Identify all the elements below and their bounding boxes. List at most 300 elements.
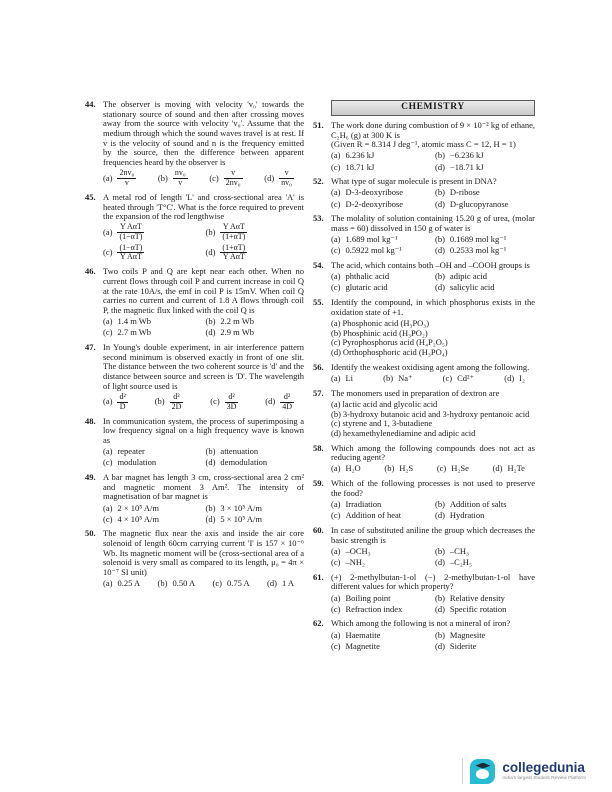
footer-divider xyxy=(462,758,463,784)
option-label: (d) xyxy=(435,556,445,567)
options-group xyxy=(331,235,535,256)
option xyxy=(384,464,413,474)
option-text: –NH₂ xyxy=(345,556,365,567)
options-group xyxy=(331,594,535,615)
option-text: 3 × 10⁵ A/m xyxy=(220,502,262,513)
question-content xyxy=(103,267,304,338)
fraction xyxy=(117,169,136,188)
fraction-numerator: (1−αT) xyxy=(119,242,143,252)
option-text: phthalic acid xyxy=(345,271,390,282)
option-text: Magnesite xyxy=(449,629,486,640)
option-text: repeater xyxy=(117,446,145,457)
question-content xyxy=(103,193,304,262)
question-text: A bar magnet has length 3 cm, cross-sectional area 2 cm² and magnetic moment 3 Am². The intensity of magnetisation of bar magnet is xyxy=(103,471,304,502)
option-text: 18.71 kJ xyxy=(345,161,375,172)
fraction-numerator: Y AαT xyxy=(117,223,144,233)
option-text: 0.2533 mol kg⁻¹ xyxy=(449,245,507,256)
question xyxy=(313,298,535,358)
option-label: (c) xyxy=(209,172,219,183)
option-label: (c) xyxy=(331,556,341,567)
option-label: (c) xyxy=(331,640,341,651)
question xyxy=(313,573,535,615)
option xyxy=(435,500,535,510)
question-content xyxy=(103,473,304,524)
fraction-denominator: nv₀ xyxy=(281,178,292,188)
option-label: (a) xyxy=(331,372,341,383)
fraction xyxy=(117,244,144,263)
option-label: (b) xyxy=(435,271,445,282)
option xyxy=(206,244,305,263)
question-content xyxy=(103,100,304,188)
question xyxy=(313,619,535,651)
option xyxy=(435,283,535,293)
fraction xyxy=(170,393,184,412)
question-number: 48. xyxy=(85,415,96,426)
options-group xyxy=(331,188,535,209)
question-number: 46. xyxy=(85,266,96,277)
option-text: H₂S xyxy=(399,463,414,474)
option xyxy=(331,500,431,510)
question-content xyxy=(331,363,535,384)
option-text: 0.75 A xyxy=(226,578,250,589)
option xyxy=(435,235,535,245)
option-label: (b) xyxy=(154,396,165,407)
option-text: D-glucopyranose xyxy=(449,198,509,209)
options-group xyxy=(103,169,304,188)
fraction-denominator: 3D xyxy=(226,401,237,411)
option-text: demodulation xyxy=(220,457,268,468)
option xyxy=(210,393,238,412)
question-number: 59. xyxy=(313,478,324,489)
option-text: –C₂H₅ xyxy=(449,556,472,567)
question-text: (+) 2-methylbutan-1-ol (−) 2-methylbutan-1-ol have different values for which property? xyxy=(331,571,535,592)
fraction-denominator: D xyxy=(119,401,126,411)
question-text: (Given R = 8.314 J deg⁻¹, atomic mass C = 12, H = 1) xyxy=(331,139,516,150)
option-label: (d) xyxy=(267,578,277,589)
option xyxy=(206,515,305,525)
option-label: (d) xyxy=(265,396,276,407)
option xyxy=(158,579,196,589)
question-content xyxy=(331,573,535,615)
option-text: Addition of salts xyxy=(449,499,507,510)
option-label: (a) xyxy=(331,463,341,474)
option-label: (d) xyxy=(435,198,445,209)
option-text: hexamethylenediamine and adipic acid xyxy=(342,427,476,438)
options-group xyxy=(331,400,535,439)
question-text: In communication system, the process of superimposing a low frequency signal on a high frequency wave is known as xyxy=(103,415,304,445)
fraction-numerator: v xyxy=(224,169,243,179)
brand-tagline: India's largest Student Review Platform xyxy=(502,776,586,782)
option-label: (a) xyxy=(331,629,341,640)
option-label: (c) xyxy=(210,396,220,407)
question-number: 62. xyxy=(313,618,324,629)
option xyxy=(331,151,431,161)
chemistry-questions xyxy=(313,121,535,652)
option-label: (a) xyxy=(331,187,341,198)
option xyxy=(206,458,305,468)
option-label: (c) xyxy=(103,457,113,468)
option xyxy=(331,235,431,245)
option-text: Refraction index xyxy=(345,603,403,614)
question-content xyxy=(331,214,535,256)
option xyxy=(331,594,431,604)
fraction-denominator: (1+αT) xyxy=(222,232,246,242)
fraction-denominator: (1−αT) xyxy=(119,232,143,242)
option xyxy=(331,283,431,293)
option xyxy=(103,244,202,263)
option-text: Haematite xyxy=(345,629,381,640)
options-group xyxy=(103,504,304,525)
question-text: Identify the weakest oxidising agent among the following. xyxy=(331,361,530,372)
option-label: (c) xyxy=(331,161,341,172)
fraction-numerator: v xyxy=(279,169,294,179)
option-text: 1.689 mol kg⁻¹ xyxy=(345,234,398,245)
fraction-numerator: 2nv₀ xyxy=(119,168,135,178)
question xyxy=(313,121,535,172)
options-group xyxy=(331,547,535,568)
option-label: (b) xyxy=(157,578,168,589)
option-text: 0.5922 mol kg⁻¹ xyxy=(345,245,402,256)
option-text: 0.25 A xyxy=(117,578,141,589)
question-number: 47. xyxy=(85,341,96,352)
option-label: (b) xyxy=(435,234,445,245)
question-content xyxy=(103,417,304,468)
option xyxy=(437,464,469,474)
option-label: (d) xyxy=(205,513,216,524)
option-label: (a) xyxy=(103,578,113,589)
option xyxy=(103,317,202,327)
question-number: 54. xyxy=(313,260,324,271)
question-number: 53. xyxy=(313,213,324,224)
option-label: (b) xyxy=(331,327,341,338)
chemistry-section-header: CHEMISTRY xyxy=(331,100,535,116)
option-text: salicylic acid xyxy=(449,282,495,293)
option xyxy=(331,547,431,557)
question-text: The observer is moving with velocity 'v₀' towards the stationary source of sound and then after crossing moves away from the source with velocity 'v₀'. Assume that the medium through which the sound waves travel is at rest. If v is the velocity of sound and n is the frequency emitted by the source, then the difference between apparent frequencies heard by the observer is xyxy=(103,99,304,168)
question-content xyxy=(103,529,304,589)
option-label: (b) xyxy=(205,446,216,457)
option-label: (c) xyxy=(103,247,113,258)
option-text: 2 × 10⁵ A/m xyxy=(117,502,159,513)
option-label: (d) xyxy=(435,603,445,614)
option-text: modulation xyxy=(117,457,157,468)
fraction-numerator: (1+αT) xyxy=(222,242,246,252)
option-text: Li xyxy=(345,372,353,383)
option-text: attenuation xyxy=(220,446,259,457)
question-text: In case of substituted aniline the group which decreases the basic strength is xyxy=(331,524,535,545)
fraction-denominator: Y AαT xyxy=(222,252,245,262)
option xyxy=(435,605,535,615)
option-label: (c) xyxy=(331,282,341,293)
option-text: H₂Se xyxy=(451,463,469,474)
question-text: Which of the following processes is not used to preserve the food? xyxy=(331,478,535,498)
question-number: 58. xyxy=(313,442,324,453)
option xyxy=(155,393,184,412)
options-group xyxy=(103,317,304,338)
option-label: (a) xyxy=(331,234,341,245)
fraction-denominator: Y AαT xyxy=(119,252,142,262)
option-text: Boiling point xyxy=(345,592,391,603)
option xyxy=(435,163,535,173)
option xyxy=(158,169,188,188)
options-group xyxy=(103,393,304,412)
question-text: What type of sugar molecule is present in DNA? xyxy=(331,176,497,187)
option-text: 4 × 10⁵ A/m xyxy=(117,513,159,524)
option-text: Relative density xyxy=(449,592,505,603)
option-text: −6.236 kJ xyxy=(449,150,484,161)
option-text: Magnetite xyxy=(345,640,380,651)
question-content xyxy=(103,343,304,412)
fraction-denominator: 4D xyxy=(282,401,292,411)
option xyxy=(206,504,305,514)
option xyxy=(331,374,353,384)
option-label: (c) xyxy=(331,245,341,256)
option-label: (a) xyxy=(331,318,341,329)
option xyxy=(331,188,431,198)
option-label: (c) xyxy=(212,578,222,589)
option-label: (d) xyxy=(435,640,445,651)
option-text: 1.4 m Wb xyxy=(117,316,152,327)
fraction xyxy=(280,393,294,412)
fraction-numerator: d² xyxy=(225,393,239,403)
question xyxy=(85,417,304,468)
question xyxy=(85,267,304,338)
question xyxy=(85,193,304,262)
option xyxy=(435,272,535,282)
option-label: (c) xyxy=(103,327,113,338)
question xyxy=(85,343,304,412)
option-label: (d) xyxy=(264,172,275,183)
question-number: 45. xyxy=(85,191,96,202)
fraction xyxy=(224,169,243,188)
option-label: (c) xyxy=(103,513,113,524)
option-label: (b) xyxy=(331,408,341,419)
left-column xyxy=(85,100,304,594)
right-column xyxy=(313,100,535,656)
option xyxy=(331,511,431,521)
option-label: (a) xyxy=(331,545,341,556)
fraction xyxy=(220,223,247,242)
option-text: 5 × 10⁵ A/m xyxy=(220,513,262,524)
question-content xyxy=(331,298,535,358)
option-text: 0.1689 mol kg⁻¹ xyxy=(449,234,507,245)
question-content xyxy=(331,177,535,209)
option-label: (b) xyxy=(435,499,445,510)
option-label: (b) xyxy=(205,316,216,327)
option xyxy=(103,515,202,525)
option-label: (d) xyxy=(435,510,445,521)
option-label: (a) xyxy=(103,172,113,183)
option-label: (a) xyxy=(103,446,113,457)
option-text: I₂ xyxy=(519,372,525,383)
option-label: (c) xyxy=(436,463,447,474)
option-label: (a) xyxy=(103,226,113,237)
question-number: 61. xyxy=(313,571,324,582)
option-label: (b) xyxy=(435,629,445,640)
question-number: 44. xyxy=(85,99,96,109)
option-text: adipic acid xyxy=(449,271,487,282)
logo-text-block xyxy=(502,761,586,781)
question-text: The molality of solution containing 15.20 g of urea, (molar mass = 60) dissolved in 150 g of water is xyxy=(331,213,535,234)
option-text: 2.9 m Wb xyxy=(220,327,255,338)
question xyxy=(313,261,535,293)
question-text: In Young's double experiment, in air interference pattern second minimum is observed exactly in front of one slit. The distance between the two coherent source is 'd' and the distance between source and screen is 'D'. The wavelength of light source used is xyxy=(103,341,304,391)
option-text: 2.2 m Wb xyxy=(220,316,255,327)
option-text: –CH₃ xyxy=(449,545,469,556)
options-group xyxy=(331,272,535,293)
option-text: 0.50 A xyxy=(172,578,196,589)
question-number: 52. xyxy=(313,176,324,187)
fraction-denominator: 2D xyxy=(171,401,182,411)
option-text: H₂O xyxy=(345,463,361,474)
options-group xyxy=(331,374,535,384)
option xyxy=(264,169,294,188)
brand-name: collegedunia xyxy=(502,759,585,775)
option-label: (d) xyxy=(504,372,515,383)
option-label: (b) xyxy=(435,592,445,603)
option-text: styrene and 1, 3-butadiene xyxy=(342,418,433,429)
fraction-denominator: v xyxy=(124,178,129,188)
question xyxy=(313,214,535,256)
option-label: (d) xyxy=(205,457,216,468)
option-label: (b) xyxy=(205,502,216,513)
question-text: A metal rod of length 'L' and cross-sectional area 'A' is heated through 'T°C'. What is the force required to prevent the expansion of the rod lengthwise xyxy=(103,191,304,222)
question-number: 49. xyxy=(85,471,96,482)
option-text: –OCH₃ xyxy=(345,545,371,556)
option-text: H₂Te xyxy=(507,463,525,474)
graduation-cap-icon xyxy=(475,763,490,769)
question xyxy=(85,473,304,524)
option-text: 6.236 kJ xyxy=(345,150,375,161)
option xyxy=(103,328,202,338)
option-text: Orthophosphoric acid (H₃PO₄) xyxy=(342,347,448,358)
option xyxy=(103,504,202,514)
options-group xyxy=(331,500,535,521)
option xyxy=(265,393,294,412)
fraction-denominator: 2nv₀ xyxy=(225,178,241,188)
option-text: Phosphonic acid (H₃PO₃) xyxy=(342,318,430,329)
option xyxy=(435,594,535,604)
option-text: 2.7 m Wb xyxy=(117,327,152,338)
fraction-numerator: nv₀ xyxy=(174,168,186,178)
option xyxy=(383,374,412,384)
question-content xyxy=(331,389,535,439)
option xyxy=(331,272,431,282)
option-label: (b) xyxy=(435,150,445,161)
option xyxy=(267,579,294,589)
option xyxy=(504,374,525,384)
option xyxy=(435,547,535,557)
question-number: 60. xyxy=(313,524,324,535)
question-number: 56. xyxy=(313,361,324,372)
question xyxy=(85,529,304,589)
mascot-face-icon xyxy=(476,769,489,779)
option-label: (a) xyxy=(103,502,113,513)
question-content xyxy=(331,619,535,651)
question-number: 57. xyxy=(313,387,324,398)
option-text: Cd²⁺ xyxy=(457,372,475,383)
option xyxy=(331,558,431,568)
fraction-numerator: d² xyxy=(119,391,126,401)
option-label: (d) xyxy=(331,427,341,438)
question-number: 51. xyxy=(313,119,324,130)
options-group xyxy=(331,319,535,358)
option-text: 3-hydroxy butanoic acid and 3-hydroxy pentanoic acid xyxy=(342,408,530,419)
option-label: (a) xyxy=(331,398,341,409)
fraction xyxy=(220,244,247,263)
options-group xyxy=(103,223,304,262)
fraction-numerator: Y AαT xyxy=(220,223,247,233)
option xyxy=(331,163,431,173)
question xyxy=(313,444,535,475)
option xyxy=(331,348,535,358)
option-text: D-3-deoxyribose xyxy=(345,187,404,198)
option-label: (d) xyxy=(492,463,503,474)
option-text: 1 A xyxy=(281,578,294,589)
option-text: D-ribose xyxy=(449,187,480,198)
option xyxy=(443,374,474,384)
question-content xyxy=(331,444,535,475)
option-label: (c) xyxy=(331,337,341,348)
option xyxy=(206,317,305,327)
question-text: The monomers used in preparation of dextron are xyxy=(331,387,500,398)
question-content xyxy=(331,479,535,521)
option-text: Hydration xyxy=(449,510,485,521)
question xyxy=(85,100,304,188)
option-label: (c) xyxy=(331,418,341,429)
question-text: Which among the following compounds does not act as reducing agent? xyxy=(331,442,535,463)
option-text: Na⁺ xyxy=(398,372,413,383)
question-text: The magnetic flux near the axis and inside the air core solenoid of length 60cm carrying current 'I' is 157 × 10⁻⁶ Wb. Its magnetic moment will be (cross-sectional area of a solenoid is very small as compared to its length, μ₀ = 4π × 10⁻⁷ SI unit) xyxy=(103,528,304,578)
option-label: (d) xyxy=(435,161,445,172)
option xyxy=(435,642,535,652)
fraction xyxy=(117,393,127,412)
option-label: (a) xyxy=(331,150,341,161)
option xyxy=(103,579,140,589)
option-text: Addition of heat xyxy=(345,510,402,521)
option-label: (a) xyxy=(331,499,341,510)
option-label: (b) xyxy=(157,172,168,183)
fraction-denominator: v xyxy=(178,178,183,188)
option-label: (a) xyxy=(331,592,341,603)
option xyxy=(103,458,202,468)
options-group xyxy=(331,631,535,652)
question-number: 55. xyxy=(313,297,324,308)
question-text: Two coils P and Q are kept near each other. When no current flows through coil P and current increase in coil Q at the rate 10A/s, the emf in coil P is 15mV. When coil Q carries no current and current of 1.8 A flows through coil P, the magnetic flux linked with the coil Q is xyxy=(103,266,304,315)
option-label: (a) xyxy=(331,271,341,282)
fraction xyxy=(117,223,144,242)
fraction xyxy=(225,393,239,412)
option xyxy=(331,631,431,641)
option xyxy=(331,246,431,256)
option xyxy=(435,188,535,198)
option-label: (a) xyxy=(103,396,113,407)
question-text: Which among the following is not a mineral of iron? xyxy=(331,618,511,629)
option-label: (c) xyxy=(331,603,341,614)
option xyxy=(435,511,535,521)
option-label: (d) xyxy=(435,282,445,293)
option xyxy=(103,447,202,457)
option xyxy=(435,151,535,161)
option xyxy=(435,200,535,210)
question-number: 50. xyxy=(85,528,96,539)
option xyxy=(209,169,242,188)
option-text: Siderite xyxy=(449,640,477,651)
option-text: D-2-deoxyribose xyxy=(345,198,404,209)
question-text: The acid, which contains both –OH and –COOH groups is xyxy=(331,260,530,271)
option-label: (a) xyxy=(103,316,113,327)
option xyxy=(493,464,525,474)
